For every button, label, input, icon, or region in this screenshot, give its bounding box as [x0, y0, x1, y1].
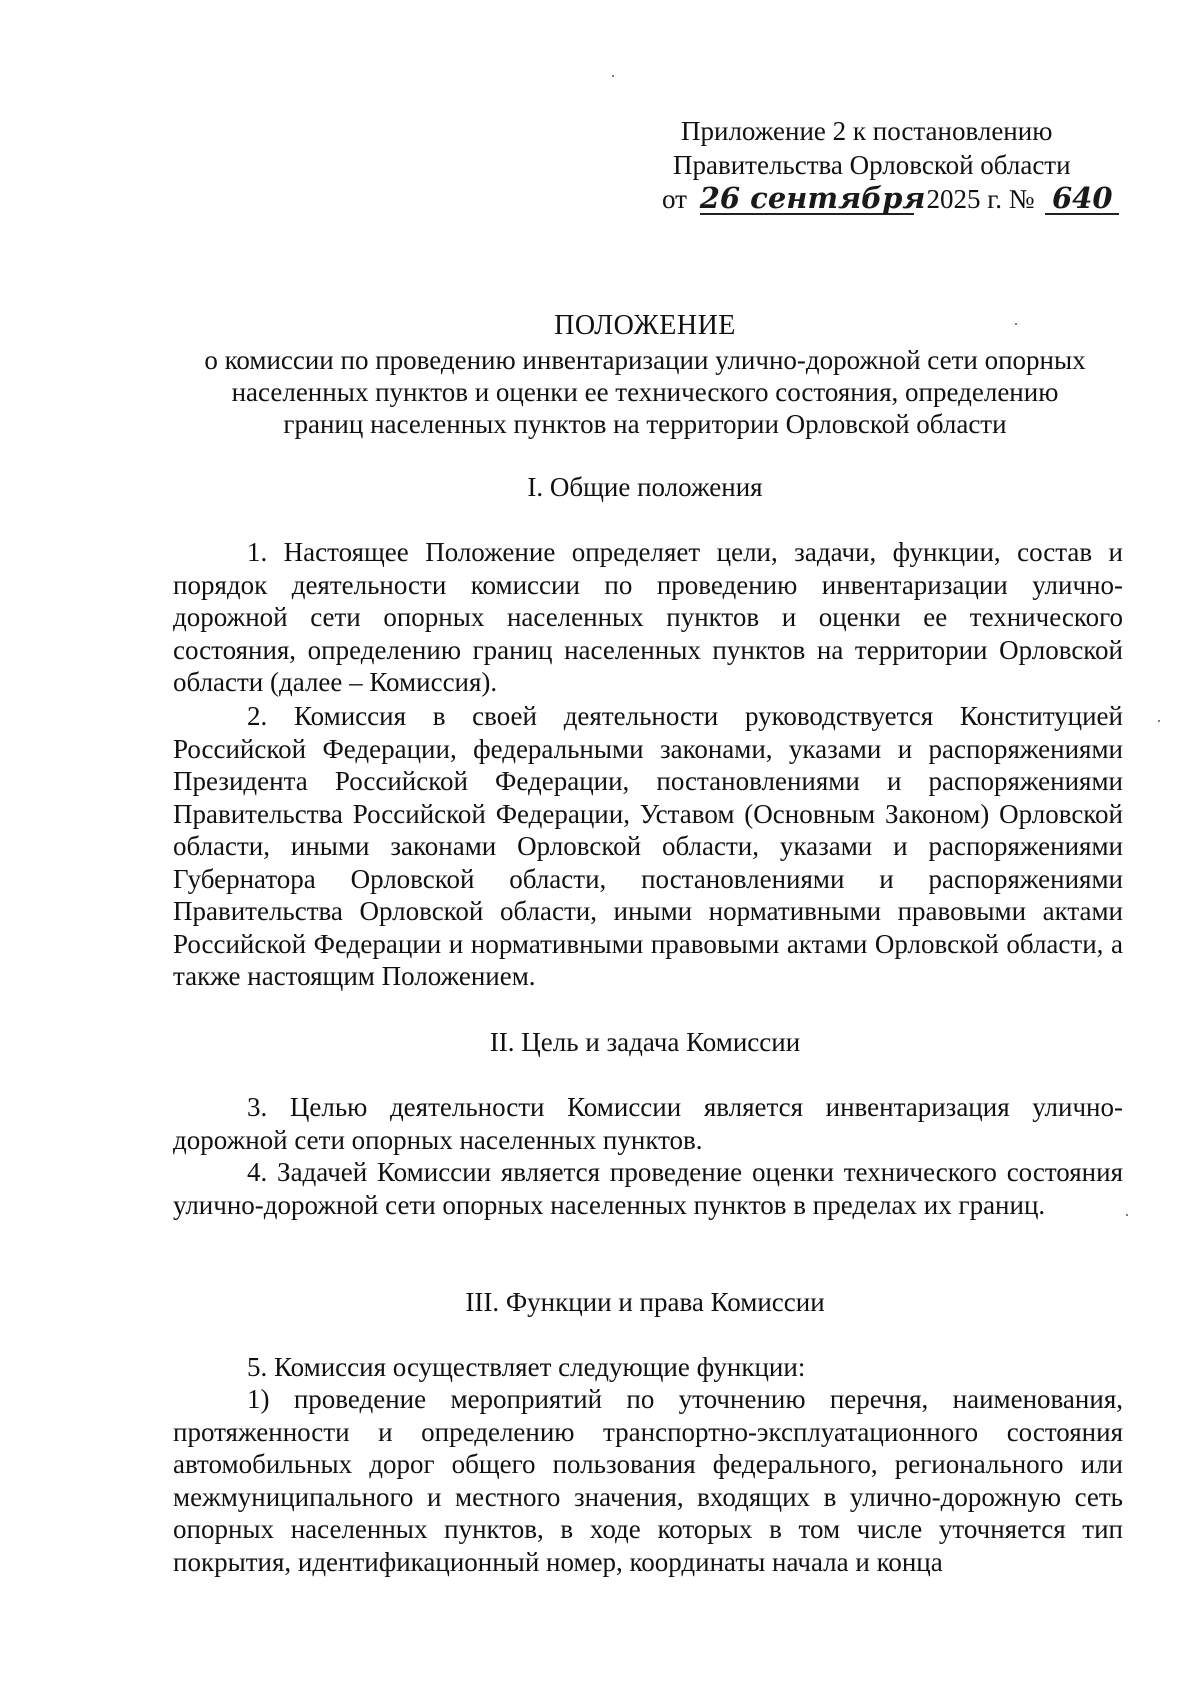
document-heading: ПОЛОЖЕНИЕ [554, 310, 736, 341]
appendix-header [662, 114, 1122, 216]
section-heading: III. Функции и права Комиссии [465, 1287, 825, 1317]
section-heading: II. Цель и задача Комиссии [489, 1027, 801, 1057]
paragraph: 4. Задачей Комиссии является проведение оценки технического состояния улично-дорожной сети опорных населенных пунктов в пределах их границ. [173, 1157, 1123, 1220]
handwritten-number: 640 [1045, 183, 1119, 215]
document-subtitle-line: границ населенных пунктов на территории Орловской области [283, 409, 1007, 439]
paragraph: 3. Целью деятельности Комиссии является инвентаризация улично-дорожной сети опорных населенных пунктов. [173, 1092, 1123, 1155]
paragraph: 5. Комиссия осуществляет следующие функции: [247, 1352, 806, 1382]
appendix-line-2: Правительства Орловской области [673, 150, 1071, 180]
paragraph: 1. Настоящее Положение определяет цели, задачи, функции, состав и порядок деятельности комиссии по проведению инвентаризации улично-дорожной сети опорных населенных пунктов и оценки ее технического состояния, определению границ населенных пунктов на территории Орловской области (далее – Комиссия). [173, 537, 1123, 697]
document-subtitle-line: о комиссии по проведению инвентаризации улично-дорожной сети опорных [204, 345, 1086, 375]
appendix-from-prefix: от [662, 184, 687, 214]
scan-speck [1158, 720, 1160, 722]
handwritten-date: 26 сентября [699, 181, 926, 215]
paragraph: 1) проведение мероприятий по уточнению перечня, наименования, протяженности и определению транспортно-эксплуатационного состояния автомобильных дорог общего пользования федерального, регионального или межмуниципального и местного значения, входящих в улично-дорожную сеть опорных населенных пунктов, в ходе которых в том числе уточняется тип покрытия, идентификационный номер, координаты начала и конца [173, 1384, 1123, 1577]
document-subtitle-line: населенных пунктов и оценки ее технического состояния, определению [231, 377, 1059, 407]
paragraph: 2. Комиссия в своей деятельности руководствуется Конституцией Российской Федерации, федеральными законами, указами и распоряжениями Президента Российской Федерации, постановлениями и распоряжениями Правительства Российской Федерации, Уставом (Основным Законом) Орловской области, иными законами Орловской области, указами и распоряжениями Губернатора Орловской области, постановлениями и распоряжениями Правительства Орловской области, иными нормативными правовыми актами Российской Федерации и нормативными правовыми актами Орловской области, а также настоящим Положением. [173, 701, 1123, 991]
appendix-date-line [662, 182, 1122, 216]
section-heading: I. Общие положения [527, 472, 763, 502]
appendix-line-1: Приложение 2 к постановлению [681, 116, 1053, 146]
scan-speck [612, 75, 614, 77]
scan-speck [1126, 1214, 1128, 1216]
appendix-year: 2025 г. № [926, 184, 1035, 214]
document-title [170, 308, 1120, 440]
